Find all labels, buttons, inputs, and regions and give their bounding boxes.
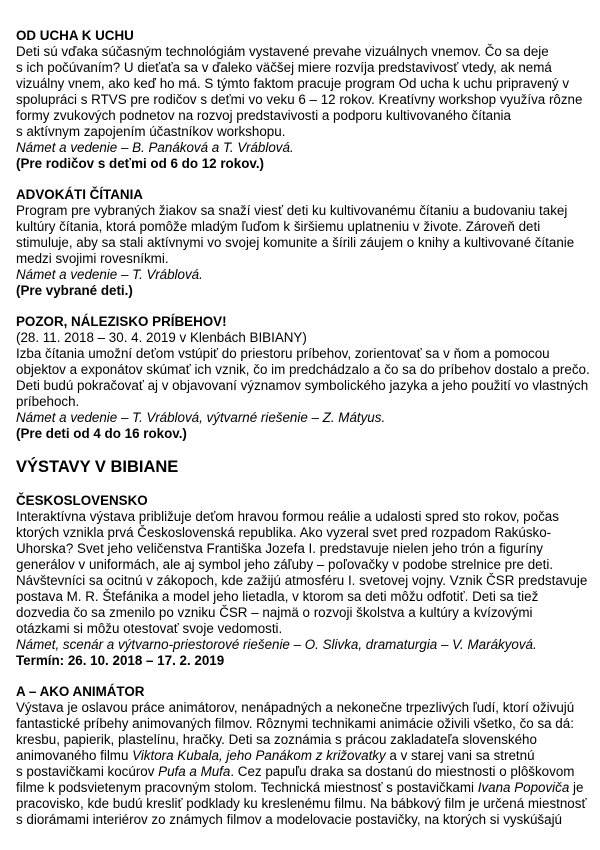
- body-line: s diorámami interiérov zo známych filmov a modelovacie postavičky, na ktorých si vyskúšajú: [16, 812, 562, 827]
- section-body: [16, 203, 586, 267]
- body-line: objektov a exponátov skúmať ich vznik, čo im predchádzalo a čo sa do príbehov dostalo a prečo.: [16, 362, 590, 377]
- audience-note: (Pre vybrané deti.): [16, 283, 133, 298]
- body-line: Výstava je oslavou práce animátorov, nenápadných a nekonečne trpezlivých ľudí, ktorí oživujú: [16, 700, 575, 715]
- body-line: stimuluje, aby sa stali aktívnymi vo svojej komunite a šírili záujem o knihy a kultivované čítanie: [16, 235, 575, 250]
- body-line: Deti sú vďaka súčasným technológiám vystavené prevahe vizuálnych vnemov. Čo sa deje: [16, 44, 549, 59]
- text-run: . Cez papuľu draka sa dostanú do miestnosti o plôškovom: [230, 764, 575, 779]
- character-names: Ivana Popoviča: [477, 780, 570, 795]
- audience-note: (Pre rodičov s deťmi od 6 do 12 rokov.): [16, 156, 265, 171]
- body-line: medzi svojimi rovesníkmi.: [16, 251, 169, 266]
- section-body: [16, 44, 586, 140]
- body-line: [16, 748, 586, 764]
- body-line: generálov v uniformách, ale aj symbol jeho záľuby – poľovačky v podobe strelnice pre deti.: [16, 557, 554, 572]
- body-line: príbehoch.: [16, 394, 80, 409]
- exhibition-a-ako-animator: [16, 684, 586, 828]
- body-line: Uhorska? Svet jeho veličenstva Františka Jozefa I. predstavuje nielen jeho trón a figuríny: [16, 541, 543, 556]
- body-line: Program pre vybraných žiakov sa snaží viesť deti ku kultivovanému čítaniu a budovaniu takej: [16, 203, 568, 218]
- section-credit: Námet a vedenie – T. Vráblová.: [16, 267, 203, 282]
- body-line: kultúry čítania, ktorá pomôže mladým ľuďom k širšiemu uplatneniu v živote. Zároveň deti: [16, 219, 541, 234]
- section-credit: Námet a vedenie – T. Vráblová, výtvarné riešenie – Z. Mátyus.: [16, 410, 386, 425]
- text-run: a v starej vani sa stretnú: [385, 748, 535, 763]
- exhibition-term: Termín: 26. 10. 2018 – 17. 2. 2019: [16, 653, 225, 668]
- film-title: Viktora Kubala, jeho Panákom z križovatky: [132, 748, 386, 763]
- main-heading: VÝSTAVY V BIBIANE: [16, 458, 179, 476]
- body-line: fantastické príbehy animovaných filmov. Rôznymi technikami animácie oživili všetko, čo sa dá:: [16, 716, 574, 731]
- body-line: spolupráci s RTVS pre rodičov s deťmi vo veku 6 – 12 rokov. Kreatívny workshop využíva rôzne: [16, 92, 583, 107]
- body-line: Deti budú pokračovať aj v objavovaní významov symbolického jazyka a jeho použití vo vlastných: [16, 378, 589, 393]
- body-line: [16, 780, 586, 796]
- body-line: [16, 764, 586, 780]
- section-credit: Námet a vedenie – B. Panáková a T. Vráblová.: [16, 140, 294, 155]
- text-run: filme k podsvietenym pracovným stolom. Technická miestnosť s postavičkami: [16, 780, 478, 795]
- exhibition-ceskoslovensko: [16, 493, 586, 669]
- body-line: s aktívnym zapojením účastníkov workshopu.: [16, 124, 286, 139]
- section-title: ADVOKÁTI ČÍTANIA: [16, 187, 143, 202]
- audience-note: (Pre deti od 4 do 16 rokov.): [16, 426, 187, 441]
- section-title: OD UCHA K UCHU: [16, 28, 134, 43]
- character-names: Pufa a Mufa: [158, 764, 231, 779]
- body-line: Interaktívna výstava približuje deťom hravou formou reálie a udalosti spred sto rokov, počas: [16, 509, 559, 524]
- exhibition-title: ČESKOSLOVENSKO: [16, 493, 148, 508]
- text-run: s postavičkami kocúrov: [16, 764, 159, 779]
- text-run: animovaného filmu: [16, 748, 133, 763]
- exhibition-body: [16, 509, 586, 637]
- body-line: formy zvukových podnetov na rozvoj predstavivosti a podporu kultivovaného čítania: [16, 108, 511, 123]
- body-line: Návštevníci sa ocitnú v zákopoch, kde zažijú atmosféru I. svetovej vojny. Vznik ČSR predstavuje: [16, 573, 588, 588]
- section-advokati-citania: [16, 187, 586, 299]
- body-line: kresbu, papierik, plastelínu, hračky. Deti sa zoznámia s prácou zakladateľa slovenského: [16, 732, 537, 747]
- text-run: je: [569, 780, 584, 795]
- section-pozor-nalezisko: [16, 314, 590, 442]
- section-body: [16, 346, 590, 410]
- body-line: pracovisko, kde budú kresliť podklady ku kreslenému filmu. Na bábkový film je určená miestnosť: [16, 796, 587, 811]
- section-dates: (28. 11. 2018 – 30. 4. 2019 v Klenbách BIBIANY): [16, 330, 307, 345]
- exhibition-title: A – AKO ANIMÁTOR: [16, 684, 145, 699]
- document-page: [16, 28, 590, 843]
- body-line: Izba čítania umožní deťom vstúpiť do priestoru príbehov, zorientovať sa v ňom a pomocou: [16, 346, 550, 361]
- body-line: otázkami si môžu otestovať svoje vedomosti.: [16, 621, 283, 636]
- body-line: s ich počúvaním? U dieťaťa sa v ďaleko väčšej miere rozvíja predstavivosť vtedy, ak nemá: [16, 60, 552, 75]
- body-line: vizuálny vnem, ako keď ho má. S týmto faktom pracuje program Od ucha k uchu pripravený v: [16, 76, 570, 91]
- exhibition-body: [16, 700, 586, 828]
- section-title: POZOR, NÁLEZISKO PRÍBEHOV!: [16, 314, 227, 329]
- exhibition-credit: Námet, scenár a výtvarno-priestorové riešenie – O. Slivka, dramaturgia – V. Marákyová.: [16, 637, 537, 652]
- section-od-ucha-k-uchu: [16, 28, 586, 172]
- body-line: dozvedia čo sa zmenilo po vzniku ČSR – najmä o rozvoji školstva a kultúry a kvízovými: [16, 605, 533, 620]
- body-line: postava M. R. Štefánika a model jeho lietadla, v ktorom sa deti môžu odfotiť. Deti sa tiež: [16, 589, 539, 604]
- body-line: ktorých vznikla prvá Československá republika. Ako vyzeral svet pred rozpadom Rakúsko-: [16, 525, 552, 540]
